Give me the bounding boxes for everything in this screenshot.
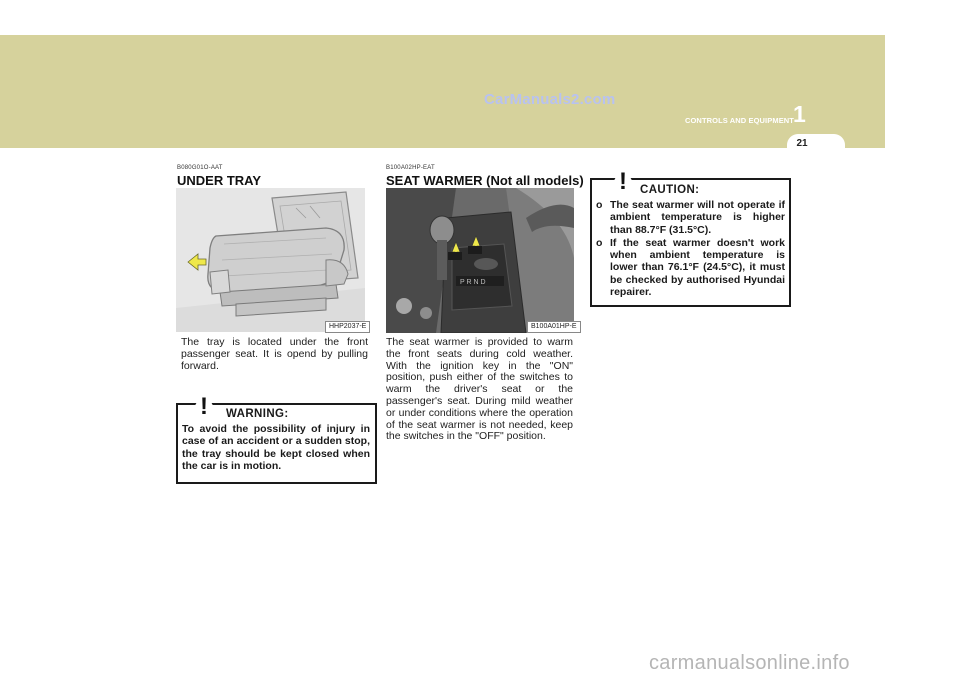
- seat-illustration: [176, 188, 365, 332]
- caution-item: o If the seat warmer doesn't work when ambient temperature is lower than 76.1°F (24.5°C), it must be checked by authorised Hyundai repairer.: [596, 236, 785, 299]
- header-watermark[interactable]: CarManuals2.com: [484, 91, 616, 108]
- caution-title: CAUTION:: [640, 184, 700, 196]
- caution-bullet: o: [596, 236, 603, 249]
- svg-text:P R N D: P R N D: [460, 279, 486, 286]
- svg-text:!: !: [200, 393, 208, 418]
- caution-bullet: o: [596, 199, 603, 211]
- seat-warmer-figure: [386, 188, 574, 333]
- header-band: [0, 35, 885, 148]
- warning-title: WARNING:: [226, 408, 289, 420]
- caution-box: [590, 168, 791, 307]
- warning-box: [176, 393, 377, 484]
- chapter-number: 1: [793, 101, 806, 127]
- under-tray-code: B080G01O-AAT: [177, 165, 223, 171]
- seat-warmer-figure-caption: B100A01HP-E: [527, 321, 581, 333]
- footer-watermark[interactable]: carmanualsonline.info: [649, 652, 850, 674]
- caution-list: [596, 199, 785, 299]
- under-tray-body: The tray is located under the front passenger seat. It is opend by pulling forward.: [181, 336, 368, 372]
- under-tray-figure-caption: HHP2037-E: [325, 321, 370, 333]
- caution-triangle-icon: [608, 165, 638, 193]
- console-photo: [386, 188, 574, 333]
- seat-warmer-heading: SEAT WARMER (Not all models): [386, 173, 584, 188]
- caution-item: o The seat warmer will not operate if ambient temperature is higher than 88.7°F (31.5°C).: [596, 199, 785, 236]
- page-number: 21: [796, 138, 808, 149]
- under-tray-heading: UNDER TRAY: [177, 173, 262, 188]
- warning-triangle-icon: [189, 390, 219, 418]
- seat-warmer-code: B100A02HP-EAT: [386, 165, 435, 171]
- warning-text: To avoid the possibility of injury in case of an accident or a sudden stop, the tray should be kept closed when the car is in motion.: [182, 423, 370, 472]
- chapter-title: CONTROLS AND EQUIPMENT: [684, 116, 794, 125]
- seat-warmer-body: The seat warmer is provided to warm the front seats during cold weather. With the ignition key in the "ON" position, push either of the switches to warm the driver's seat or the passenger's seat. During mild weather or under conditions where the operation of the seat warmer is not needed, keep the switches in the "OFF" position.: [386, 336, 573, 443]
- svg-text:!: !: [619, 168, 627, 193]
- under-tray-figure: [176, 188, 365, 332]
